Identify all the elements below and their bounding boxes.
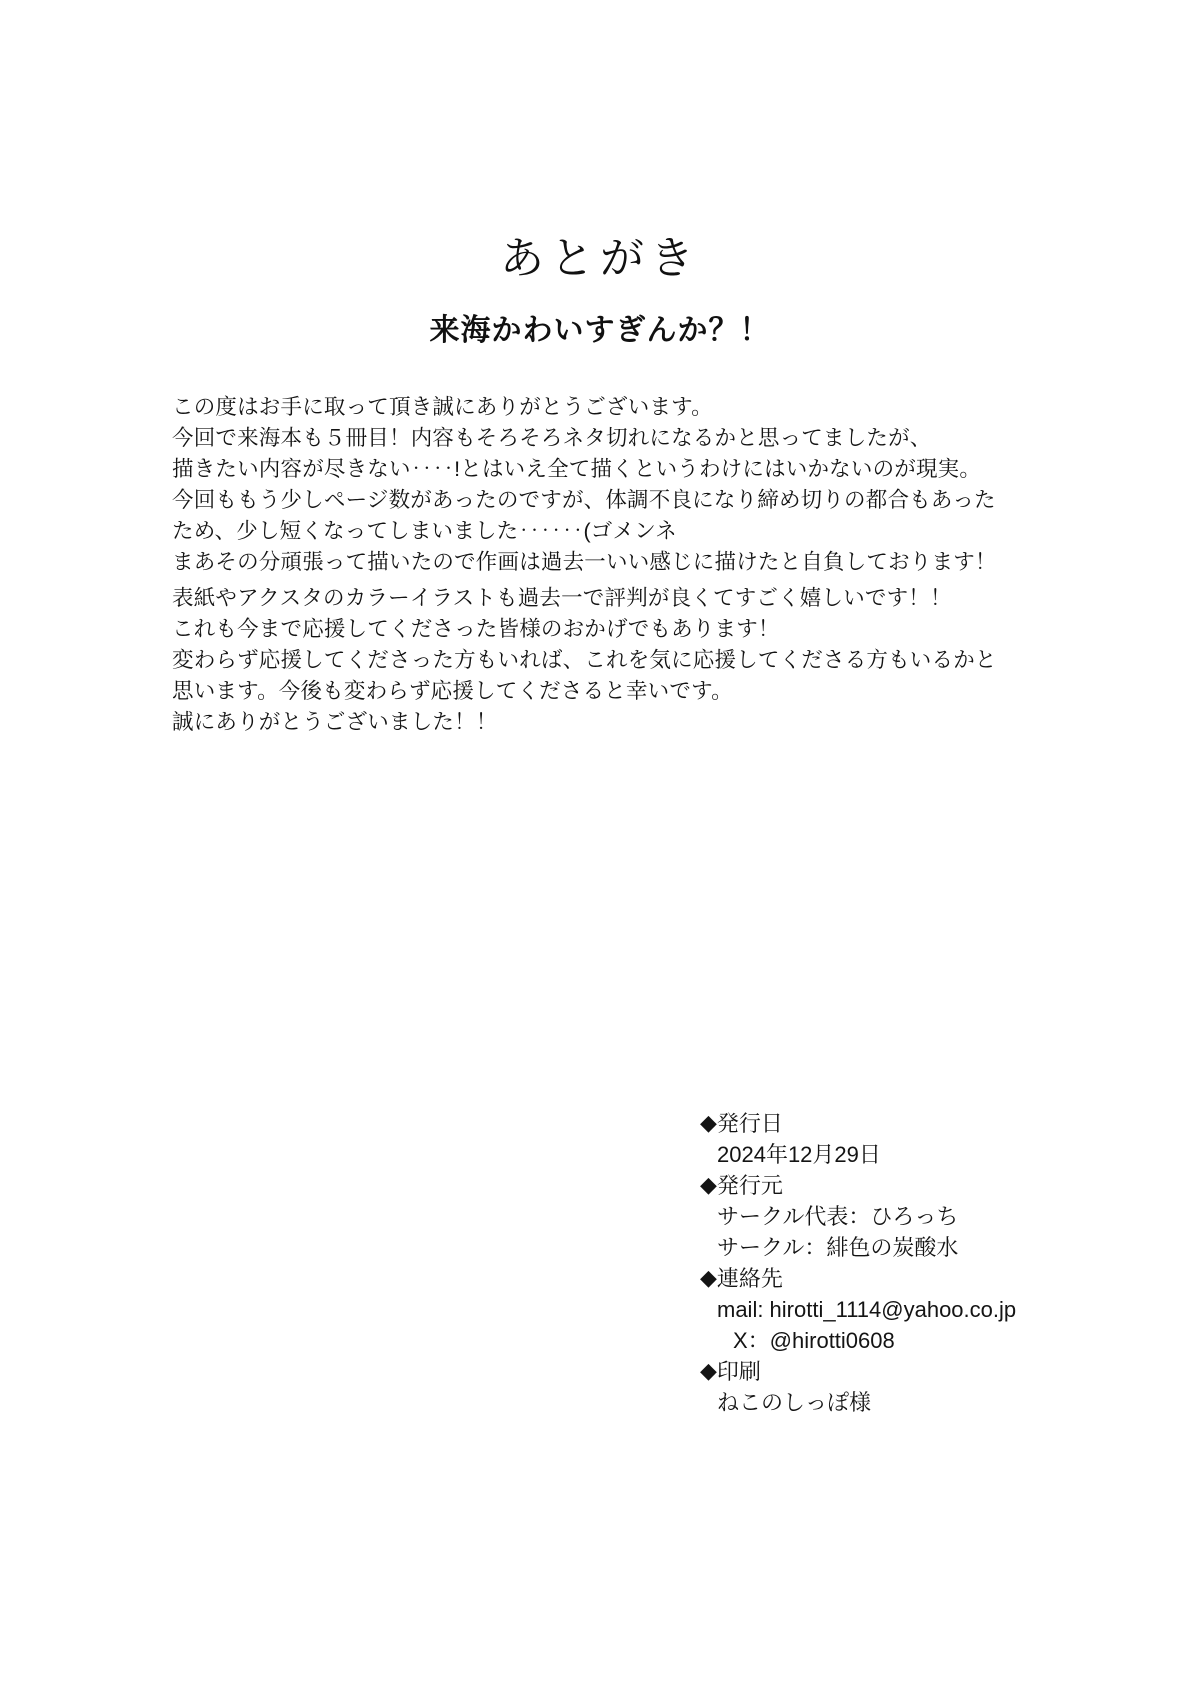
afterword-line: ため、少し短くなってしまいました‥‥‥(ゴメンネ: [172, 519, 677, 543]
colophon-heading-label: 連絡先: [716, 1266, 783, 1291]
colophon-publish-date-value: 2024年12月29日: [717, 1142, 881, 1167]
afterword-line: 描きたい内容が尽きない‥‥!とはいえ全て描くというわけにはいかないのが現実。: [172, 457, 982, 481]
colophon-circle-representative: サークル代表：ひろっち: [717, 1204, 959, 1229]
colophon-heading-label: 印刷: [716, 1359, 761, 1384]
afterword-line: 表紙やアクスタのカラーイラストも過去一で評判が良くてすごく嬉しいです！！: [172, 586, 952, 610]
afterword-line: 今回ももう少しページ数があったのですが、体調不良になり締め切りの都合もあった: [172, 488, 996, 512]
afterword-line: 思います。今後も変わらず応援してくださると幸いです。: [172, 679, 733, 703]
colophon-publish-date-heading: [700, 1108, 1016, 1139]
afterword-line: 今回で来海本も５冊目！内容もそろそろネタ切れになるかと思ってましたが、: [172, 426, 932, 450]
afterword-paragraph-1: [172, 392, 1052, 578]
diamond-bullet-icon: ◆: [700, 1110, 717, 1135]
afterword-line: まあその分頑張って描いたので作画は過去一いい感じに描けたと自負しております！: [172, 550, 997, 574]
colophon-contact-x[interactable]: X：@hirotti0608: [733, 1328, 895, 1353]
diamond-bullet-icon: ◆: [700, 1172, 717, 1197]
afterword-paragraph-3: [172, 707, 1052, 738]
colophon-heading-label: 発行日: [716, 1111, 783, 1136]
page-title: あとがき: [500, 234, 700, 283]
colophon-publisher-heading: [700, 1170, 1016, 1201]
colophon-circle-name: サークル：緋色の炭酸水: [717, 1235, 959, 1260]
afterword-line: これも今まで応援してくださった皆様のおかげでもあります！: [172, 617, 780, 641]
page-subtitle: 来海かわいすぎんか？！: [429, 314, 771, 347]
colophon-contact-mail[interactable]: mail: hirotti_1114@yahoo.co.jp: [717, 1297, 1017, 1322]
colophon-heading-label: 発行元: [716, 1173, 783, 1198]
afterword-paragraph-2: [172, 583, 1052, 707]
afterword-line: この度はお手に取って頂き誠にありがとうございます。: [172, 395, 713, 419]
colophon-block: [700, 1108, 1016, 1418]
colophon-printing-value: ねこのしっぽ様: [717, 1390, 872, 1415]
colophon-contact-heading: [700, 1263, 1016, 1294]
diamond-bullet-icon: ◆: [700, 1265, 717, 1290]
diamond-bullet-icon: ◆: [700, 1358, 717, 1383]
afterword-line: 誠にありがとうございました！！: [172, 710, 498, 734]
colophon-printing-heading: [700, 1356, 1016, 1387]
afterword-line: 変わらず応援してくださった方もいれば、これを気に応援してくださる方もいるかと: [172, 648, 997, 672]
